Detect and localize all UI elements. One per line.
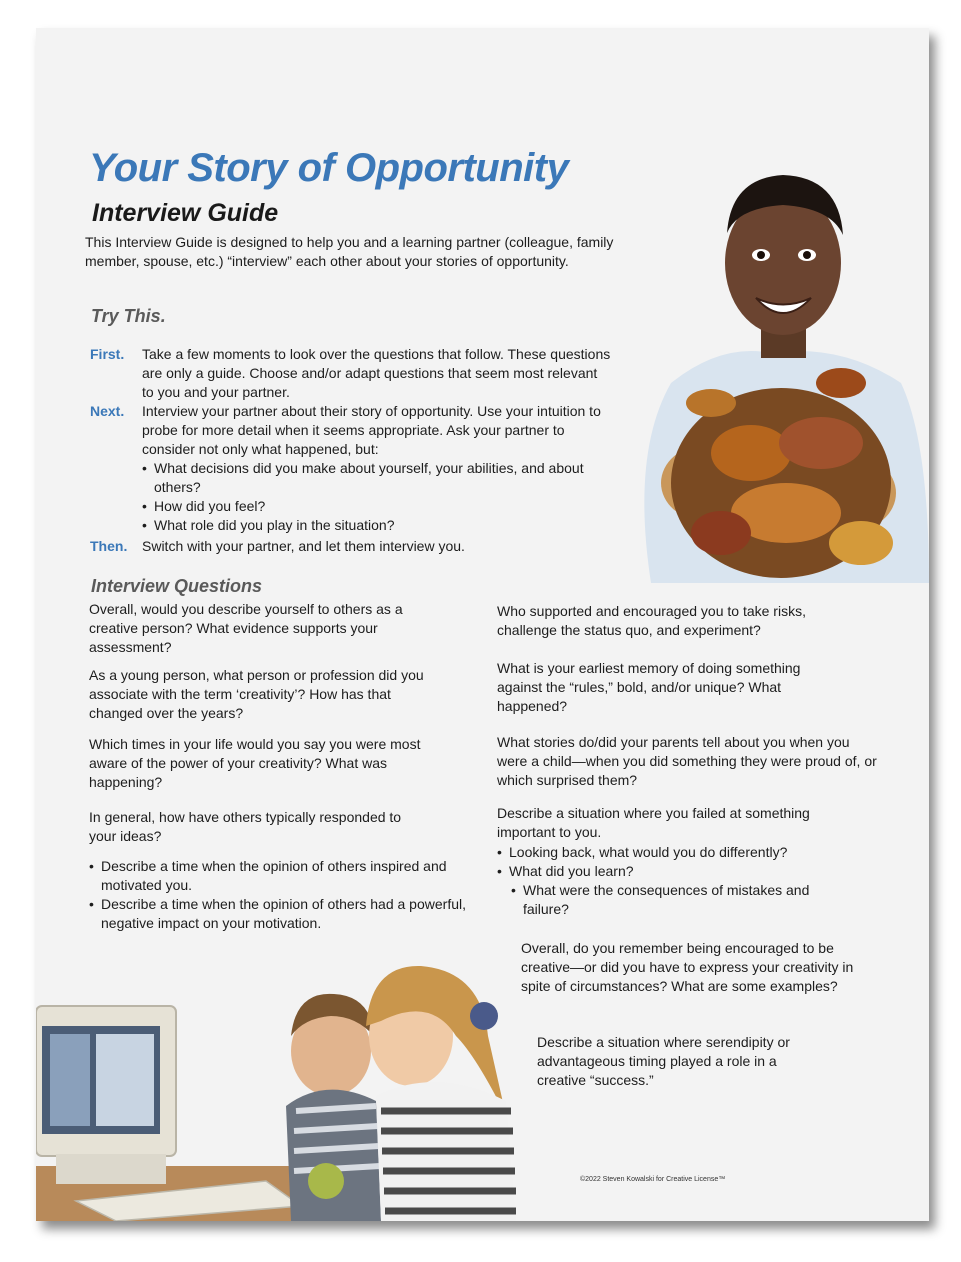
- step-then: [90, 537, 620, 557]
- interview-questions-heading: Interview Questions: [91, 576, 263, 596]
- list-item: • Describe a time when the opinion of others inspired and motivated you.: [89, 857, 469, 895]
- question-right-1: Who supported and encouraged you to take risks, challenge the status quo, and experiment?: [497, 603, 806, 638]
- copyright-notice: ©2022 Steven Kowalski for Creative License™: [580, 1176, 726, 1183]
- question-right-2: What is your earliest memory of doing something against the “rules,” bold, and/or unique? What happened?: [497, 660, 801, 714]
- list-item: • Describe a time when the opinion of others had a powerful, negative impact on your motivation.: [89, 895, 469, 933]
- question-left-3: Which times in your life would you say you were most aware of the power of your creativity? What was happening?: [89, 736, 421, 790]
- step-first: [90, 345, 620, 405]
- question-right-bullets: [497, 843, 837, 881]
- question-right-4: Describe a situation where you failed at something important to you.: [497, 805, 810, 840]
- question-right-overall: Overall, do you remember being encouraged to be creative—or did you have to express your creativity in spite of circumstances? What are some examples?: [521, 940, 854, 994]
- list-item: • What role did you play in the situation?: [142, 516, 612, 535]
- question-right-sub-bullet: [511, 881, 831, 919]
- question-right-serendipity: Describe a situation where serendipity or advantageous timing played a role in a creative “success.”: [537, 1034, 790, 1088]
- step-next-bullets: [142, 459, 612, 535]
- step-then-label: Then.: [90, 538, 128, 554]
- list-item: • What decisions did you make about yourself, your abilities, and about others?: [142, 459, 612, 497]
- try-this-heading: Try This.: [91, 306, 166, 326]
- boy-with-leaves-photo: [611, 153, 929, 583]
- question-right-3: What stories do/did your parents tell about you when you were a child—when you did something they were proud of, or which surprised them?: [497, 734, 877, 788]
- kids-at-computer-photo: [36, 926, 526, 1221]
- step-first-text: Take a few moments to look over the questions that follow. These questions are only a guide. Choose and/or adapt questions that seem most relevant to you and your partner.: [142, 346, 611, 400]
- step-next-text: Interview your partner about their story of opportunity. Use your intuition to probe for more detail when it seems appropriate. Ask your partner to consider not only what happened, but:: [142, 403, 601, 457]
- list-item: • What were the consequences of mistakes and failure?: [511, 881, 831, 919]
- question-left-2: As a young person, what person or profession did you associate with the term ‘creativity’? How has that changed over the years?: [89, 667, 424, 721]
- intro-paragraph: This Interview Guide is designed to help you and a learning partner (colleague, family member, spouse, etc.) “interview” each other about your stories of opportunity.: [85, 234, 614, 269]
- step-next: [90, 402, 620, 542]
- question-left-1: Overall, would you describe yourself to others as a creative person? What evidence supports your assessment?: [89, 601, 403, 655]
- step-next-label: Next.: [90, 403, 125, 419]
- list-item: • What did you learn?: [497, 862, 837, 881]
- question-left-4: In general, how have others typically responded to your ideas?: [89, 809, 402, 844]
- worksheet-page: [36, 28, 929, 1221]
- list-item: • Looking back, what would you do differently?: [497, 843, 837, 862]
- page-subtitle: Interview Guide: [92, 199, 279, 227]
- page-title: Your Story of Opportunity: [89, 146, 569, 190]
- question-left-bullets: [89, 857, 469, 933]
- list-item: • How did you feel?: [142, 497, 612, 516]
- step-then-text: Switch with your partner, and let them interview you.: [142, 538, 465, 554]
- step-first-label: First.: [90, 346, 125, 362]
